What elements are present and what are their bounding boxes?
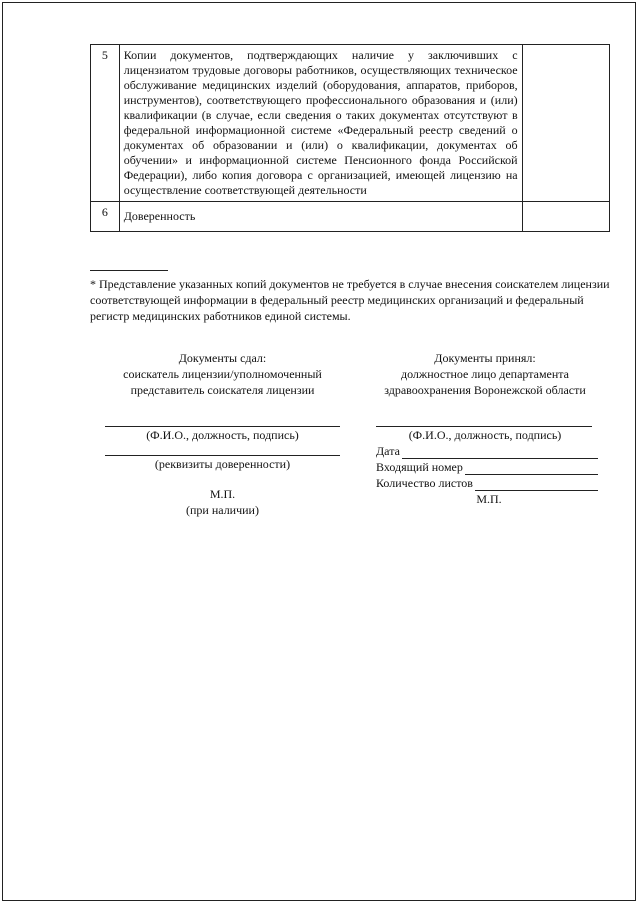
- row-empty-cell: [522, 45, 609, 202]
- receiver-role-line2: здравоохранения Воронежской области: [384, 383, 586, 397]
- incoming-number-row: [376, 459, 598, 475]
- incoming-number-label: Входящий номер: [376, 460, 463, 474]
- submitter-block: [105, 350, 340, 518]
- submitter-role-line1: соискатель лицензии/уполномоченный: [123, 367, 322, 381]
- power-of-attorney-caption: (реквизиты доверенности): [154, 457, 291, 471]
- receiver-stamp: М.П.: [476, 492, 502, 506]
- date-label: Дата: [376, 444, 400, 458]
- table-row: [91, 202, 610, 232]
- receiver-signature-caption: (Ф.И.О., должность, подпись): [408, 428, 562, 442]
- row-number: 6: [91, 202, 120, 232]
- row-text: Копии документов, подтверждающих наличие у заключивших с лицензиатом трудовые договоры работников, осуществляющих техническое обслуживание медицинских изделий (оборудования, аппаратов, приборов, инструментов), соответствующего профессионального образования и (или) квалификации (в случае, если сведения о таких документах отсутствуют в федеральной информационной системе «Федеральный реестр сведений о документах об образовании и (или) о квалификации, документах об обучении» и информационной системе Пенсионного фонда Российской Федерации), либо копия договора с организацией, имеющей лицензию на осуществление соответствующей деятельности: [119, 45, 522, 202]
- submitter-stamp: М.П.: [209, 487, 236, 501]
- footnote: * Представление указанных копий документов не требуется в случае внесения соискателем лицензии соответствующей информации в федеральный реестр медицинских организаций и федеральный регистр медицинских работников единой системы.: [90, 277, 610, 323]
- date-field-line: [402, 446, 598, 459]
- sheets-count-label: Количество листов: [376, 476, 473, 490]
- footnote-separator: [90, 270, 168, 271]
- submitter-signature-caption: (Ф.И.О., должность, подпись): [146, 428, 299, 442]
- table-row: [91, 45, 610, 202]
- incoming-number-field-line: [465, 462, 598, 475]
- receiver-role-line1: должностное лицо департамента: [400, 367, 570, 381]
- documents-table: [90, 44, 610, 232]
- receiver-block: [370, 350, 600, 507]
- row-empty-cell: [522, 202, 609, 232]
- submitter-heading: Документы сдал:: [178, 351, 267, 365]
- receiver-heading: Документы принял:: [434, 351, 536, 365]
- submitter-stamp-note: (при наличии): [186, 503, 259, 517]
- date-row: [376, 443, 598, 459]
- row-text: Доверенность: [119, 202, 522, 232]
- submitter-role-line2: представитель соискателя лицензии: [130, 383, 315, 397]
- sheets-count-field-line: [475, 478, 598, 491]
- sheets-count-row: [376, 475, 598, 491]
- row-number: 5: [91, 45, 120, 202]
